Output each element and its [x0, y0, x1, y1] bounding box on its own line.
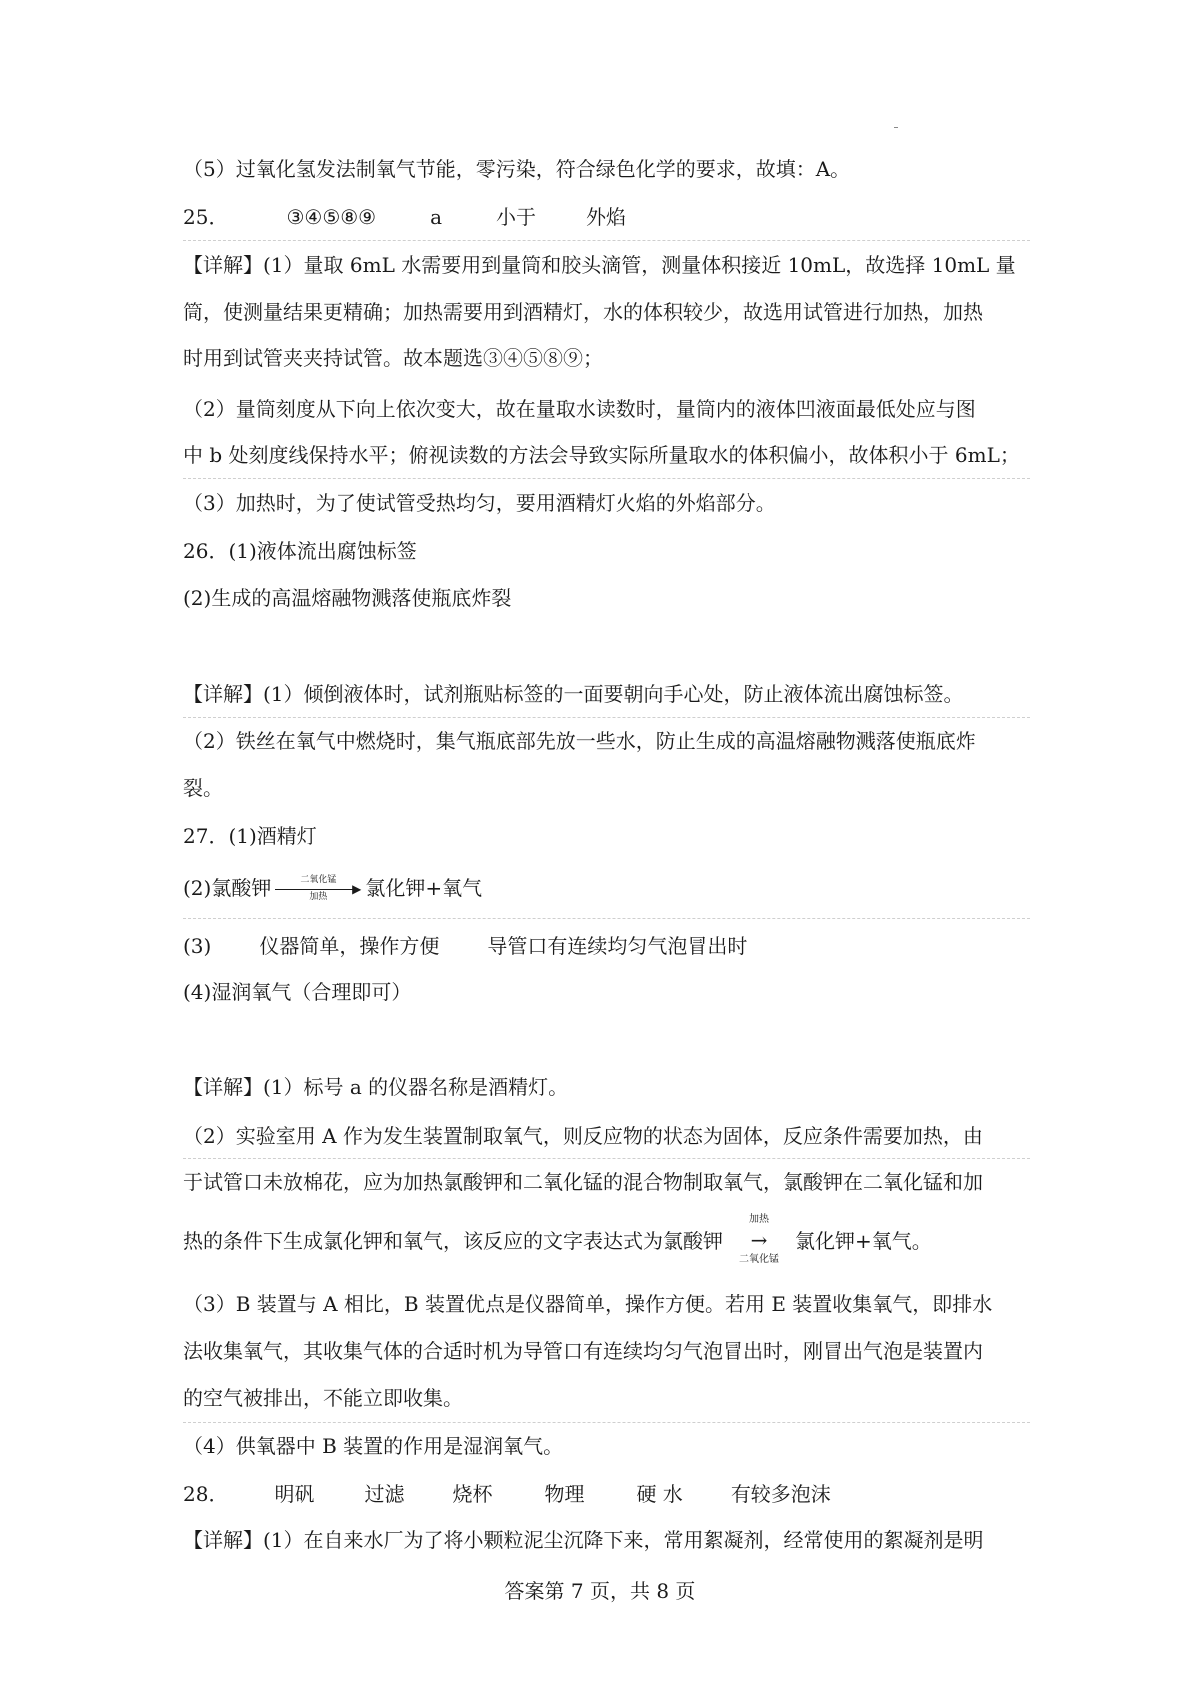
explanation-line: （2）实验室用 A 作为发生装置制取氧气，则反应物的状态为固体，反应条件需要加热，由 [183, 1124, 983, 1148]
arrow-condition-top: 二氧化锰 [300, 874, 337, 885]
answer-line: 26．(1)液体流出腐蚀标签 [183, 539, 417, 563]
arrow-condition-bottom: 加热 [309, 891, 328, 902]
q25-answer-row [183, 203, 626, 231]
question-number: 25． [183, 205, 229, 229]
answer-line: 27．(1)酒精灯 [183, 824, 317, 848]
product: 氯化钾+氧气 [365, 876, 483, 900]
sub-number: (3) [183, 934, 212, 958]
dotted-divider [183, 918, 1030, 919]
answer-blank-3: 小于 [496, 205, 537, 229]
explanation-line: 的空气被排出，不能立即收集。 [183, 1386, 463, 1410]
answer-blank-2: 导管口有连续均匀气泡冒出时 [487, 934, 748, 958]
explanation-line: （3）B 装置与 A 相比，B 装置优点是仪器简单，操作方便。若用 E 装置收集氧气，即排水 [183, 1292, 993, 1316]
dotted-divider [183, 1158, 1030, 1159]
answer-row [183, 932, 747, 960]
page-footer: 答案第 7 页，共 8 页 [504, 1579, 696, 1603]
explanation-line: 裂。 [183, 776, 223, 800]
explanation-line: （2）量筒刻度从下向上依次变大，故在量取水读数时，量筒内的液体凹液面最低处应与图 [183, 397, 976, 421]
explanation-line: 【详解】(1）标号 a 的仪器名称是酒精灯。 [183, 1075, 569, 1099]
explanation-line: 法收集氧气，其收集气体的合适时机为导管口有连续均匀气泡冒出时，刚冒出气泡是装置内 [183, 1339, 983, 1363]
reactant: (2)氯酸钾 [183, 876, 272, 900]
answer-blank-2: 过滤 [364, 1482, 405, 1506]
dotted-divider [183, 478, 1030, 479]
explanation-line: （3）加热时，为了使试管受热均匀，要用酒精灯火焰的外焰部分。 [183, 491, 776, 515]
answer-blank-1: ③④⑤⑧⑨ [286, 205, 377, 229]
answer-blank-4: 外焰 [586, 205, 627, 229]
answer-line: (4)湿润氧气（合理即可） [183, 980, 412, 1004]
explanation-line: 中 b 处刻度线保持水平；俯视读数的方法会导致实际所量取水的体积偏小，故体积小于 6mL； [183, 443, 1020, 467]
answer-line: (2)生成的高温熔融物溅落使瓶底炸裂 [183, 586, 512, 610]
arrow-glyph: → [750, 1227, 768, 1252]
question-number: 28． [183, 1482, 229, 1506]
word-equation-line [183, 874, 482, 905]
explanation-line: 时用到试管夹夹持试管。故本题选③④⑤⑧⑨； [183, 346, 603, 370]
answer-blank-3: 烧杯 [452, 1482, 493, 1506]
answer-line: （5）过氧化氢发法制氧气节能，零污染，符合绿色化学的要求，故填：A。 [183, 157, 851, 181]
explanation-line: （4）供氧器中 B 装置的作用是湿润氧气。 [183, 1434, 564, 1458]
answer-blank-1: 仪器简单，操作方便 [259, 934, 440, 958]
explanation-line: 【详解】(1）在自来水厂为了将小颗粒泥尘沉降下来，常用絮凝剂，经常使用的絮凝剂是明 [183, 1528, 984, 1552]
explanation-line: 筒，使测量结果更精确；加热需要用到酒精灯，水的体积较少，故选用试管进行加热，加热 [183, 300, 983, 324]
product: 氯化钾+氧气。 [795, 1229, 932, 1253]
answer-blank-6: 有较多泡沫 [730, 1482, 831, 1506]
explanation-line: 于试管口未放棉花，应为加热氯酸钾和二氧化锰的混合物制取氧气，氯酸钾在二氧化锰和加 [183, 1170, 983, 1194]
arrow-condition-top: 加热 [749, 1213, 769, 1225]
word-equation-line [183, 1212, 932, 1270]
reaction-arrow-icon: 二氧化锰 ▶ 加热 [275, 875, 361, 905]
dotted-divider [183, 1422, 1030, 1423]
answer-blank-5: 硬 水 [636, 1482, 683, 1506]
answer-blank-4: 物理 [544, 1482, 585, 1506]
answer-blank-2: a [430, 205, 443, 229]
scan-speck [894, 127, 898, 128]
dotted-divider [183, 240, 1030, 241]
reaction-arrow-icon [731, 1214, 787, 1272]
explanation-line: （2）铁丝在氧气中燃烧时，集气瓶底部先放一些水，防止生成的高温熔融物溅落使瓶底炸 [183, 729, 976, 753]
dotted-divider [183, 717, 1030, 718]
explanation-line: 【详解】(1）量取 6mL 水需要用到量筒和胶头滴管，测量体积接近 10mL，故选择 10mL 量 [183, 253, 1016, 277]
q28-answer-row [183, 1480, 831, 1508]
explanation-line: 【详解】(1）倾倒液体时，试剂瓶贴标签的一面要朝向手心处，防止液体流出腐蚀标签。 [183, 682, 964, 706]
arrow-condition-bottom: 二氧化锰 [739, 1253, 779, 1265]
explanation-text: 热的条件下生成氯化钾和氧气，该反应的文字表达式为氯酸钾 [183, 1229, 723, 1253]
answer-blank-1: 明矾 [274, 1482, 315, 1506]
